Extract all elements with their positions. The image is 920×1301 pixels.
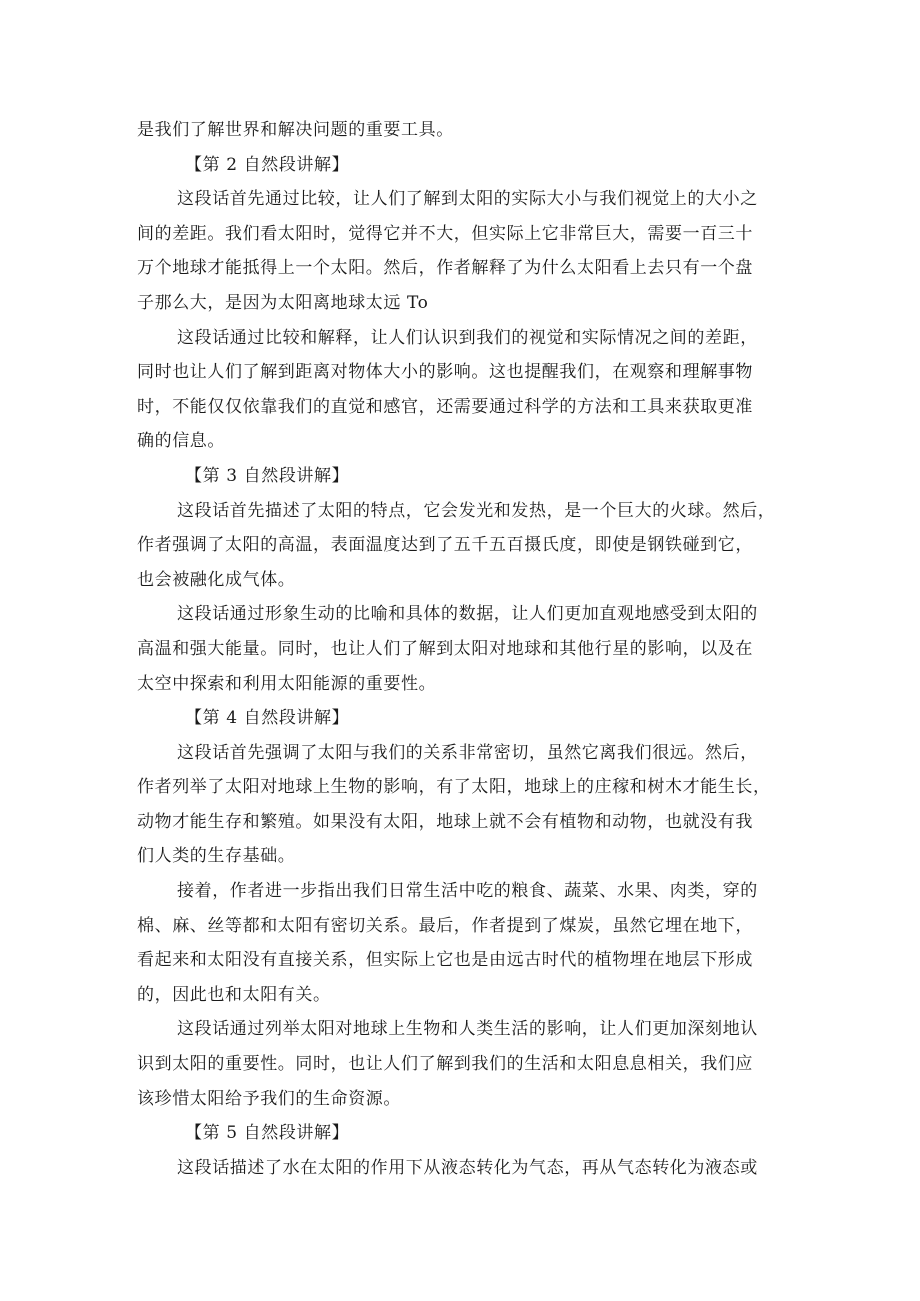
body-line: 太空中探索和利用太阳能源的重要性。 bbox=[137, 673, 437, 694]
paragraph-first-line: 这段话通过比较和解释，让人们认识到我们的视觉和实际情况之间的差距， bbox=[177, 327, 758, 348]
section-heading-4: 【第 4 自然段讲解】 bbox=[185, 708, 350, 729]
body-line: 该珍惜太阳给予我们的生命资源。 bbox=[137, 1088, 401, 1109]
body-line: 识到太阳的重要性。同时，也让人们了解到我们的生活和太阳息息相关，我们应 bbox=[137, 1054, 753, 1075]
body-line: 们人类的生存基础。 bbox=[137, 846, 296, 867]
body-line: 是我们了解世界和解决问题的重要工具。 bbox=[137, 120, 454, 140]
body-line: 作者强调了太阳的高温，表面温度达到了五千五百摄氏度，即使是钢铁碰到它， bbox=[137, 535, 753, 556]
section-heading-2: 【第 2 自然段讲解】 bbox=[185, 154, 350, 175]
section-heading-3: 【第 3 自然段讲解】 bbox=[185, 465, 350, 486]
body-line: 的，因此也和太阳有关。 bbox=[137, 984, 331, 1005]
body-line: 子那么大，是因为太阳离地球太远 To bbox=[137, 292, 429, 313]
body-line: 棉、麻、丝等都和太阳有密切关系。最后，作者提到了煤炭，虽然它埋在地下， bbox=[137, 915, 753, 936]
paragraph-first-line: 这段话首先描述了太阳的特点，它会发光和发热，是一个巨大的火球。然后， bbox=[177, 500, 776, 521]
body-line: 万个地球才能抵得上一个太阳。然后，作者解释了为什么太阳看上去只有一个盘 bbox=[137, 258, 753, 279]
body-line: 确的信息。 bbox=[137, 431, 225, 452]
body-line: 作者列举了太阳对地球上生物的影响，有了太阳，地球上的庄稼和树木才能生长， bbox=[137, 777, 771, 798]
body-line: 动物才能生存和繁殖。如果没有太阳，地球上就不会有植物和动物，也就没有我 bbox=[137, 811, 753, 832]
paragraph-first-line: 接着，作者进一步指出我们日常生活中吃的粮食、蔬菜、水果、肉类，穿的 bbox=[177, 881, 758, 902]
body-line: 高温和强大能量。同时，也让人们了解到太阳对地球和其他行星的影响，以及在 bbox=[137, 638, 753, 659]
body-line: 看起来和太阳没有直接关系，但实际上它也是由远古时代的植物埋在地层下形成 bbox=[137, 950, 753, 971]
body-line: 时，不能仅仅依靠我们的直觉和感官，还需要通过科学的方法和工具来获取更准 bbox=[137, 396, 753, 417]
paragraph-first-line: 这段话通过列举太阳对地球上生物和人类生活的影响，让人们更加深刻地认 bbox=[177, 1019, 758, 1040]
paragraph-first-line: 这段话首先强调了太阳与我们的关系非常密切，虽然它离我们很远。然后， bbox=[177, 742, 758, 763]
body-line: 间的差距。我们看太阳时，觉得它并不大，但实际上它非常巨大，需要一百三十 bbox=[137, 223, 753, 244]
section-heading-5: 【第 5 自然段讲解】 bbox=[185, 1123, 350, 1144]
document-page bbox=[137, 113, 797, 1185]
body-line: 也会被融化成气体。 bbox=[137, 569, 296, 590]
body-line: 同时也让人们了解到距离对物体大小的影响。这也提醒我们，在观察和理解事物 bbox=[137, 362, 753, 383]
paragraph-first-line: 这段话首先通过比较，让人们了解到太阳的实际大小与我们视觉上的大小之 bbox=[177, 189, 758, 210]
paragraph-first-line: 这段话描述了水在太阳的作用下从液态转化为气态，再从气态转化为液态或 bbox=[177, 1157, 758, 1178]
paragraph-first-line: 这段话通过形象生动的比喻和具体的数据，让人们更加直观地感受到太阳的 bbox=[177, 604, 758, 625]
